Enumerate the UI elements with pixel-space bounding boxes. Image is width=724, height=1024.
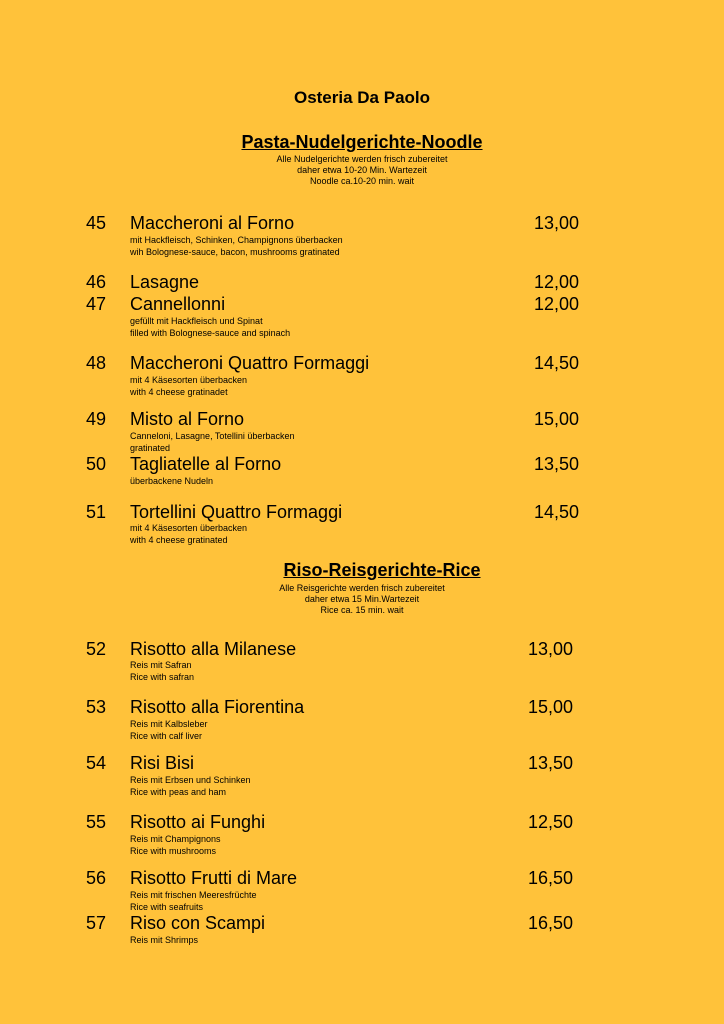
item-name: Misto al Forno [130, 409, 245, 429]
item-description-line: Reis mit Shrimps [130, 935, 199, 945]
rice-note-line: Alle Reisgerichte werden frisch zubereitet [279, 583, 445, 593]
item-name: Risotto alla Fiorentina [130, 697, 305, 717]
rice-heading: Riso-Reisgerichte-Rice [283, 560, 481, 580]
pasta-note-line: daher etwa 10-20 Min. Wartezeit [297, 165, 427, 175]
item-name: Maccheroni Quattro Formaggi [130, 353, 370, 373]
item-description-line: with 4 cheese gratinated [130, 534, 228, 545]
item-description-line: Rice with safran [130, 671, 195, 682]
item-price: 12,00 [534, 294, 580, 314]
item-number: 45 [86, 213, 107, 233]
item-description [130, 890, 257, 913]
item-number: 49 [86, 409, 107, 429]
item-number: 47 [86, 294, 107, 314]
item-name: Risotto Frutti di Mare [130, 868, 298, 888]
item-description [130, 719, 208, 742]
item-description [130, 375, 247, 398]
item-number: 57 [86, 913, 107, 933]
pasta-note-line: Alle Nudelgerichte werden frisch zubereitet [276, 154, 448, 164]
item-number: 50 [86, 454, 107, 474]
item-price: 16,50 [528, 913, 574, 933]
item-description-line: Reis mit Kalbsleber [130, 719, 208, 729]
item-description-line: überbackene Nudeln [130, 476, 214, 486]
item-price: 13,00 [528, 639, 574, 659]
pasta-note [0, 154, 724, 187]
item-description-line: mit 4 Käsesorten überbacken [130, 375, 248, 385]
item-number: 53 [86, 697, 107, 717]
item-price: 14,50 [534, 502, 580, 522]
item-description-line: mit Hackfleisch, Schinken, Champignons überbacken [130, 235, 343, 245]
item-description-line: gefüllt mit Hackfleisch und Spinat [130, 316, 263, 326]
item-name: Riso con Scampi [130, 913, 266, 933]
item-description-line: Reis mit Safran [130, 660, 192, 670]
rice-note-line: Rice ca. 15 min. wait [320, 605, 404, 615]
item-name: Risotto alla Milanese [130, 639, 297, 659]
item-description-line: Reis mit Champignons [130, 834, 221, 844]
item-number: 48 [86, 353, 107, 373]
rice-note-line: daher etwa 15 Min.Wartezeit [304, 594, 420, 604]
item-description-line: Rice with calf liver [130, 730, 203, 741]
item-price: 15,00 [534, 409, 580, 429]
item-description [130, 431, 294, 454]
item-price: 16,50 [528, 868, 574, 888]
item-name: Tagliatelle al Forno [130, 454, 282, 474]
item-description [130, 316, 290, 339]
item-name: Risotto ai Funghi [130, 812, 266, 832]
item-description-line: with 4 cheese gratinadet [130, 386, 228, 397]
item-description [130, 476, 213, 488]
item-number: 54 [86, 753, 107, 773]
item-description [130, 235, 343, 258]
item-name: Lasagne [130, 272, 200, 292]
item-description-line: gratinated [130, 442, 171, 453]
item-price: 13,00 [534, 213, 580, 233]
item-number: 46 [86, 272, 107, 292]
item-description-line: Reis mit frischen Meeresfrüchte [130, 890, 257, 900]
pasta-heading: Pasta-Nudelgerichte-Noodle [241, 132, 483, 152]
item-description-line: Rice with seafruits [130, 901, 204, 912]
item-name: Cannellonni [130, 294, 226, 314]
pasta-note-line: Noodle ca.10-20 min. wait [309, 176, 415, 186]
item-price: 12,00 [534, 272, 580, 292]
item-number: 55 [86, 812, 107, 832]
item-description [130, 935, 198, 947]
item-description-line: Rice with peas and ham [130, 786, 227, 797]
item-name: Maccheroni al Forno [130, 213, 295, 233]
rice-note [0, 583, 724, 616]
item-description-line: mit 4 Käsesorten überbacken [130, 523, 248, 533]
item-name: Risi Bisi [130, 753, 195, 773]
item-number: 56 [86, 868, 107, 888]
item-number: 51 [86, 502, 107, 522]
item-description [130, 523, 247, 546]
item-name: Tortellini Quattro Formaggi [130, 502, 343, 522]
item-price: 13,50 [528, 753, 574, 773]
item-price: 13,50 [534, 454, 580, 474]
item-description-line: Reis mit Erbsen und Schinken [130, 775, 251, 785]
item-description [130, 775, 251, 798]
item-price: 15,00 [528, 697, 574, 717]
item-description-line: filled with Bolognese-sauce and spinach [130, 327, 291, 338]
item-description [130, 660, 194, 683]
item-number: 52 [86, 639, 107, 659]
item-description-line: Canneloni, Lasagne, Totellini überbacken [130, 431, 295, 441]
item-description-line: Rice with mushrooms [130, 845, 217, 856]
item-description [130, 834, 221, 857]
item-description-line: wih Bolognese-sauce, bacon, mushrooms gratinated [130, 246, 340, 257]
item-price: 12,50 [528, 812, 574, 832]
item-price: 14,50 [534, 353, 580, 373]
restaurant-title: Osteria Da Paolo [293, 88, 431, 107]
